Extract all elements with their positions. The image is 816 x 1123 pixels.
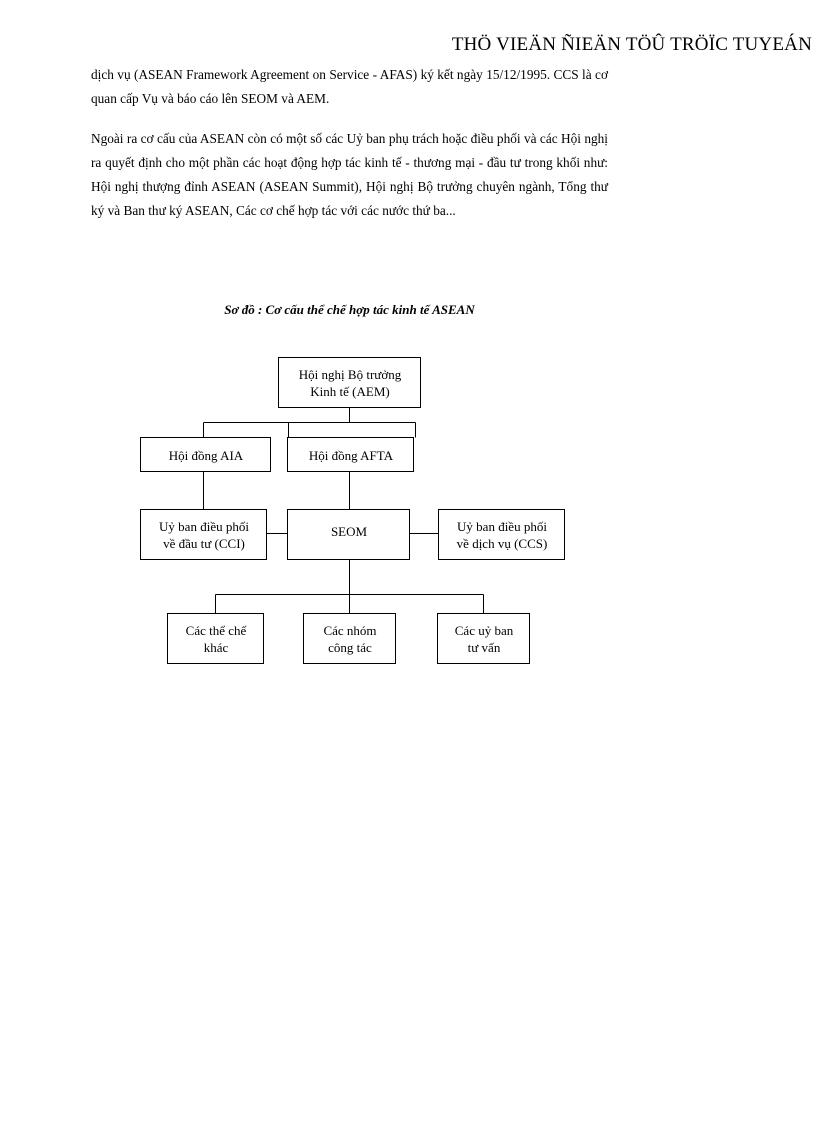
node-advisory-line-2: tư vấn	[467, 640, 501, 655]
node-aem	[279, 358, 421, 408]
node-ccs	[439, 510, 565, 560]
node-groups-line-2: công tác	[328, 640, 372, 655]
node-seom-label: SEOM	[330, 523, 368, 539]
node-groups-line-1: Các nhóm	[323, 623, 377, 638]
node-seom	[288, 512, 410, 550]
node-afta	[288, 438, 414, 472]
node-cci	[141, 510, 267, 560]
node-other-institutions	[168, 614, 264, 664]
node-aem-line-2: Kinh tế (AEM)	[310, 384, 390, 399]
node-cci-line-1: Uỷ ban điều phối	[159, 519, 249, 534]
node-working-groups	[304, 614, 396, 664]
node-afta-label: Hội đồng AFTA	[308, 447, 394, 463]
node-other-line-2: khác	[203, 640, 229, 655]
paragraph-2: Ngoài ra cơ cấu của ASEAN còn có một số các Uỷ ban phụ trách hoặc điều phối và các Hội nghị ra quyết định cho một phần các hoạt động hợp tác kinh tế - thương mại - đầu tư trong khối như: Hội nghị thượng đỉnh ASEAN (ASEAN Summit), Hội nghị Bộ trưởng chuyên ngành, Tổng thư ký và Ban thư ký ASEAN, Các cơ chế hợp tác với các nước thứ ba...	[91, 131, 608, 218]
node-ccs-line-2: về dịch vụ (CCS)	[456, 536, 548, 551]
node-advisory-line-1: Các uỷ ban	[454, 623, 514, 638]
paragraph-1: dịch vụ (ASEAN Framework Agreement on Service - AFAS) ký kết ngày 15/12/1995. CCS là cơ quan cấp Vụ và báo cáo lên SEOM và AEM.	[91, 67, 608, 106]
node-aia	[141, 438, 271, 472]
site-header-title: THÖ VIEÄN ÑIEÄN TÖÛ TRÖÏC TUYEÁN	[451, 34, 812, 55]
node-ccs-line-1: Uỷ ban điều phối	[457, 519, 547, 534]
node-cci-line-2: về đầu tư (CCI)	[163, 536, 245, 551]
node-aem-line-1: Hội nghị Bộ trưởng	[298, 367, 402, 382]
node-aia-label: Hội đồng AIA	[168, 447, 244, 463]
node-other-line-1: Các thể chế	[185, 623, 247, 638]
node-advisory-committees	[438, 614, 530, 664]
diagram-caption: Sơ đồ : Cơ cấu thể chế hợp tác kinh tế ASEAN	[224, 302, 475, 317]
